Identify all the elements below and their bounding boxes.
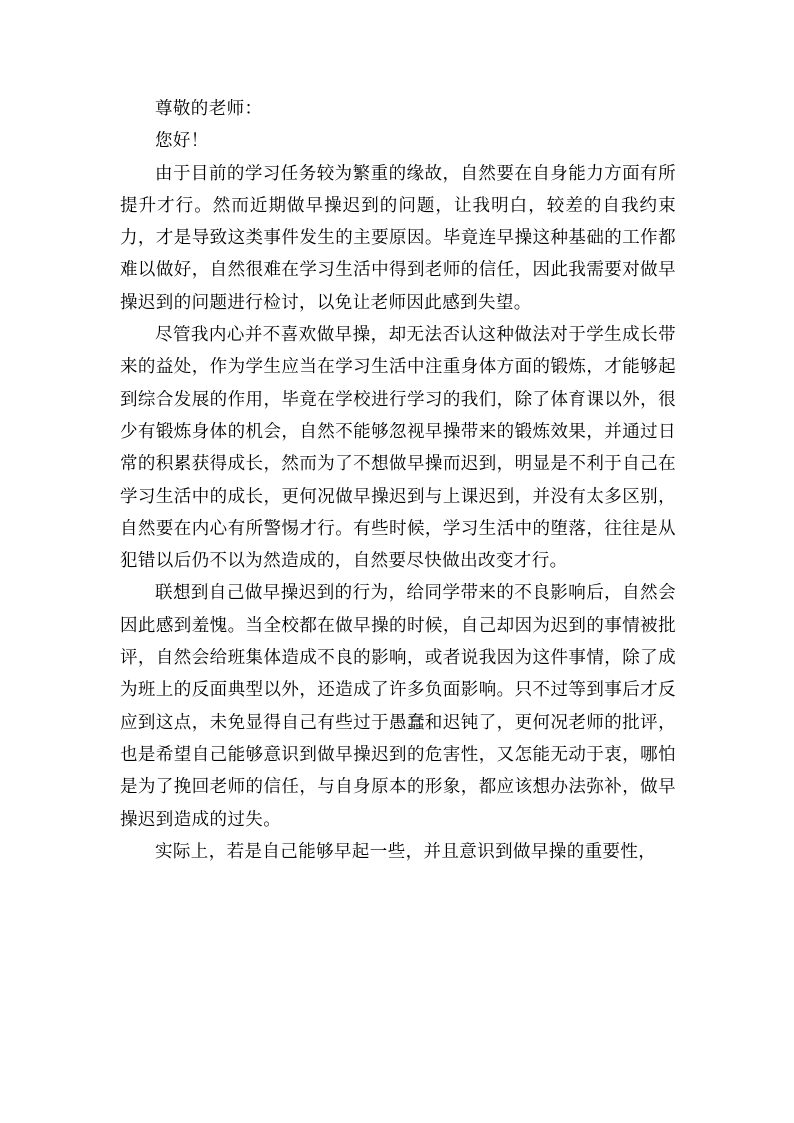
paragraph-1: 由于目前的学习任务较为繁重的缘故，自然要在自身能力方面有所提升才行。然而近期做早操迟到的问题，让我明白，较差的自我约束力，才是导致这类事件发生的主要原因。毕竟连早操这种基础的工作都难以做好，自然很难在学习生活中得到老师的信任，因此我需要对做早操迟到的问题进行检讨，以免让老师因此感到失望。 xyxy=(120,163,676,313)
greeting: 您好！ xyxy=(155,131,209,152)
paragraph-3: 联想到自己做早操迟到的行为，给同学带来的不良影响后，自然会因此感到羞愧。当全校都在做早操的时候，自己却因为迟到的事情被批评，自然会给班集体造成不良的影响，或者说我因为这件事情，除了成为班上的反面典型以外，还造成了许多负面影响。只不过等到事后才反应到这点，未免显得自己有些过于愚蠢和迟钝了，更何况老师的批评，也是希望自己能够意识到做早操迟到的危害性，又怎能无动于衷，哪怕是为了挽回老师的信任，与自身原本的形象，都应该想办法弥补，做早操迟到造成的过失。 xyxy=(120,583,676,830)
paragraph-4: 实际上，若是自己能够早起一些，并且意识到做早操的重要性， xyxy=(155,841,657,862)
paragraph-2: 尽管我内心并不喜欢做早操，却无法否认这种做法对于学生成长带来的益处，作为学生应当在学习生活中注重身体方面的锻炼，才能够起到综合发展的作用，毕竟在学校进行学习的我们，除了体育课以外，很少有锻炼身体的机会，自然不能够忽视早操带来的锻炼效果，并通过日常的积累获得成长，然而为了不想做早操而迟到，明显是不利于自己在学习生活中的成长，更何况做早操迟到与上课迟到，并没有太多区别，自然要在内心有所警惕才行。有些时候，学习生活中的堕落，往往是从犯错以后仍不以为然造成的，自然要尽快做出改变才行。 xyxy=(120,325,676,572)
letter-body xyxy=(120,93,676,868)
salutation: 尊敬的老师： xyxy=(155,99,263,119)
